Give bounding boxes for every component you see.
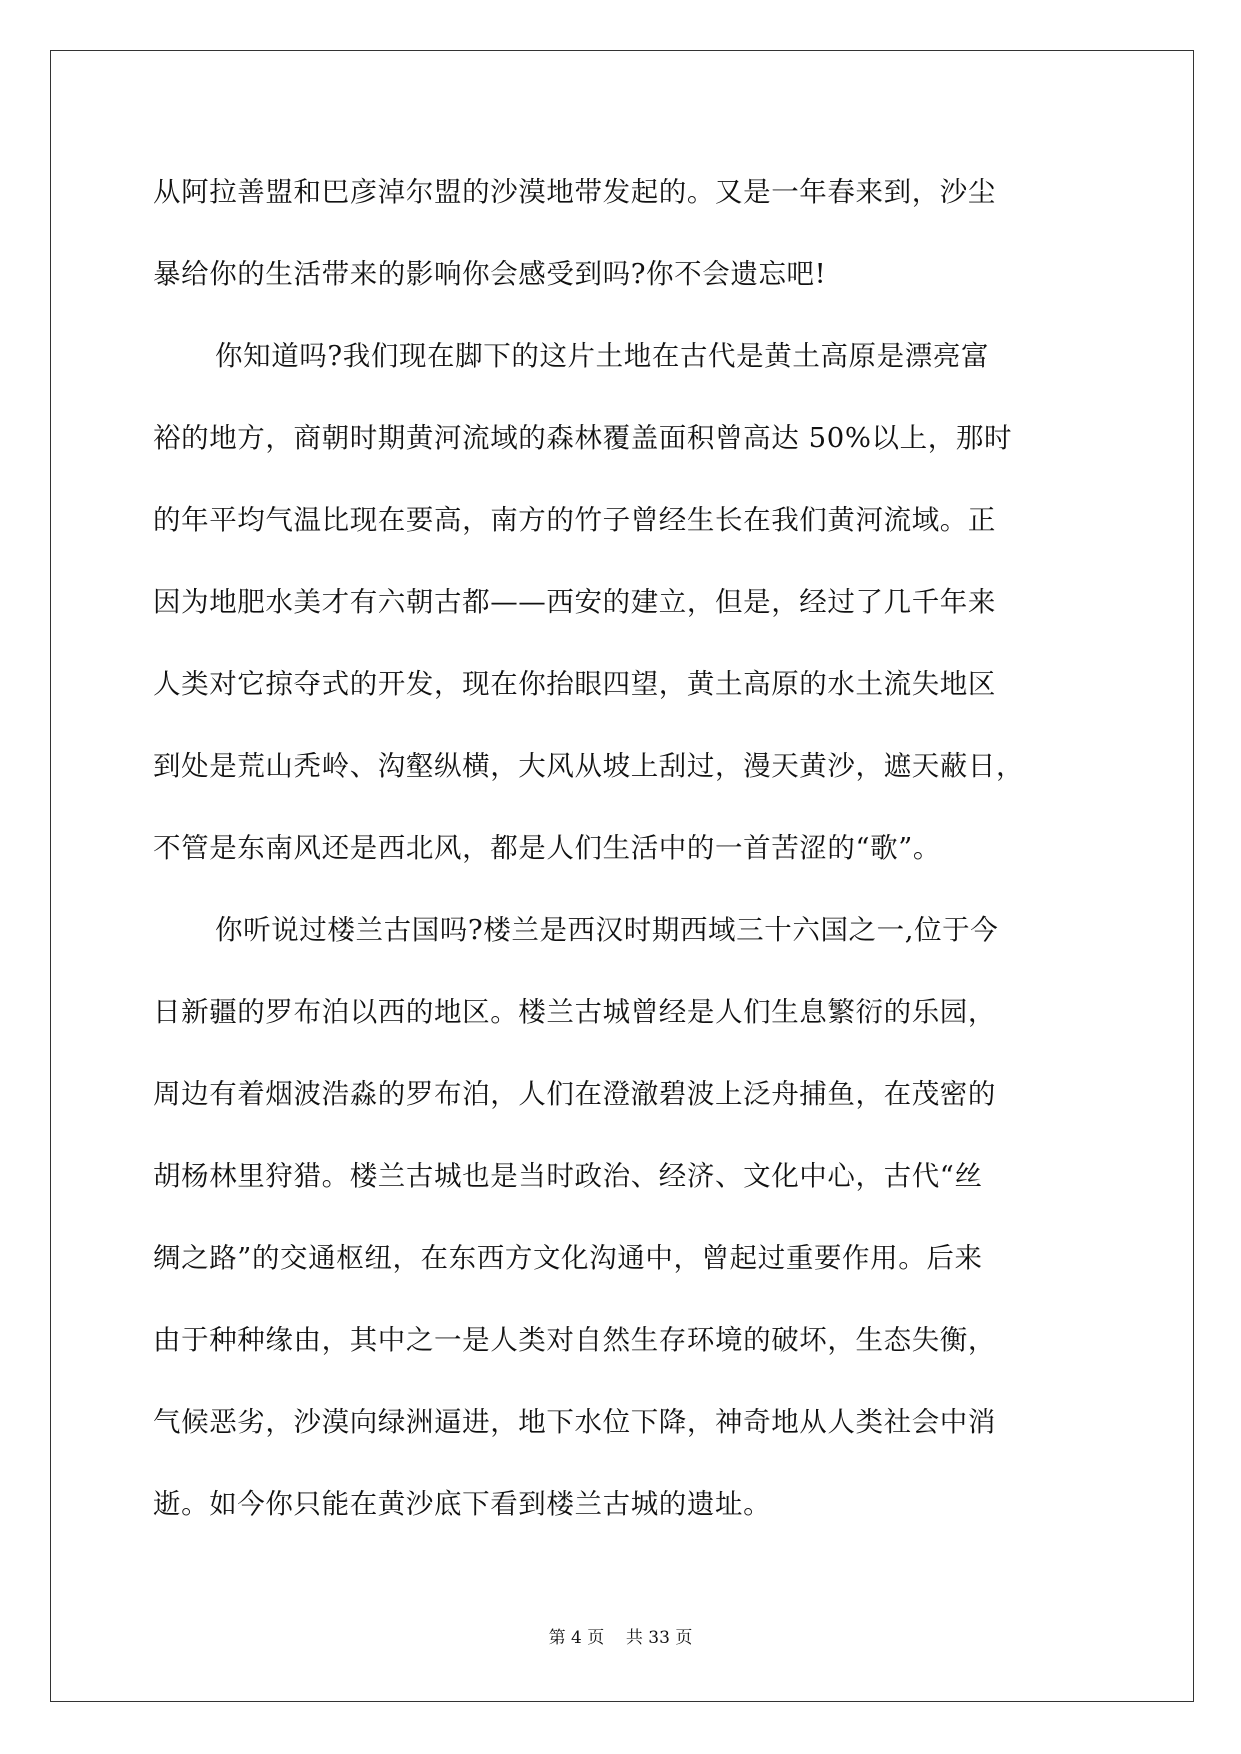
paragraph-line: 暴给你的生活带来的影响你会感受到吗?你不会遗忘吧! <box>153 258 827 290</box>
page-border <box>50 50 1194 1702</box>
paragraph-line: 你听说过楼兰古国吗?楼兰是西汉时期西域三十六国之一,位于今 <box>215 914 999 946</box>
paragraph-line: 的年平均气温比现在要高，南方的竹子曾经生长在我们黄河流域。正 <box>153 504 996 536</box>
paragraph-line: 胡杨林里狩猎。楼兰古城也是当时政治、经济、文化中心，古代“丝 <box>153 1160 983 1192</box>
paragraph-line: 气候恶劣，沙漠向绿洲逼进，地下水位下降，神奇地从人类社会中消 <box>153 1406 996 1438</box>
page-number-footer: 第 4 页 共 33 页 <box>548 1628 693 1648</box>
paragraph-line: 因为地肥水美才有六朝古都——西安的建立，但是，经过了几千年来 <box>153 586 996 618</box>
paragraph-line: 人类对它掠夺式的开发，现在你抬眼四望，黄土高原的水土流失地区 <box>153 668 996 700</box>
paragraph-line: 你知道吗?我们现在脚下的这片土地在古代是黄土高原是漂亮富 <box>215 340 990 372</box>
paragraph-line: 日新疆的罗布泊以西的地区。楼兰古城曾经是人们生息繁衍的乐园， <box>153 996 996 1028</box>
paragraph-line: 绸之路”的交通枢纽，在东西方文化沟通中，曾起过重要作用。后来 <box>153 1242 983 1274</box>
paragraph-line: 从阿拉善盟和巴彦淖尔盟的沙漠地带发起的。又是一年春来到，沙尘 <box>153 176 996 208</box>
paragraph-line: 不管是东南风还是西北风，都是人们生活中的一首苦涩的“歌”。 <box>153 832 942 864</box>
paragraph-line: 周边有着烟波浩淼的罗布泊，人们在澄澈碧波上泛舟捕鱼，在茂密的 <box>153 1078 996 1110</box>
paragraph-line: 逝。如今你只能在黄沙底下看到楼兰古城的遗址。 <box>153 1488 772 1520</box>
paragraph-line: 裕的地方，商朝时期黄河流域的森林覆盖面积曾高达 50%以上，那时 <box>153 422 1013 454</box>
paragraph-line: 由于种种缘由，其中之一是人类对自然生存环境的破坏，生态失衡， <box>153 1324 996 1356</box>
paragraph-line: 到处是荒山秃岭、沟壑纵横，大风从坡上刮过，漫天黄沙，遮天蔽日， <box>153 750 1025 782</box>
